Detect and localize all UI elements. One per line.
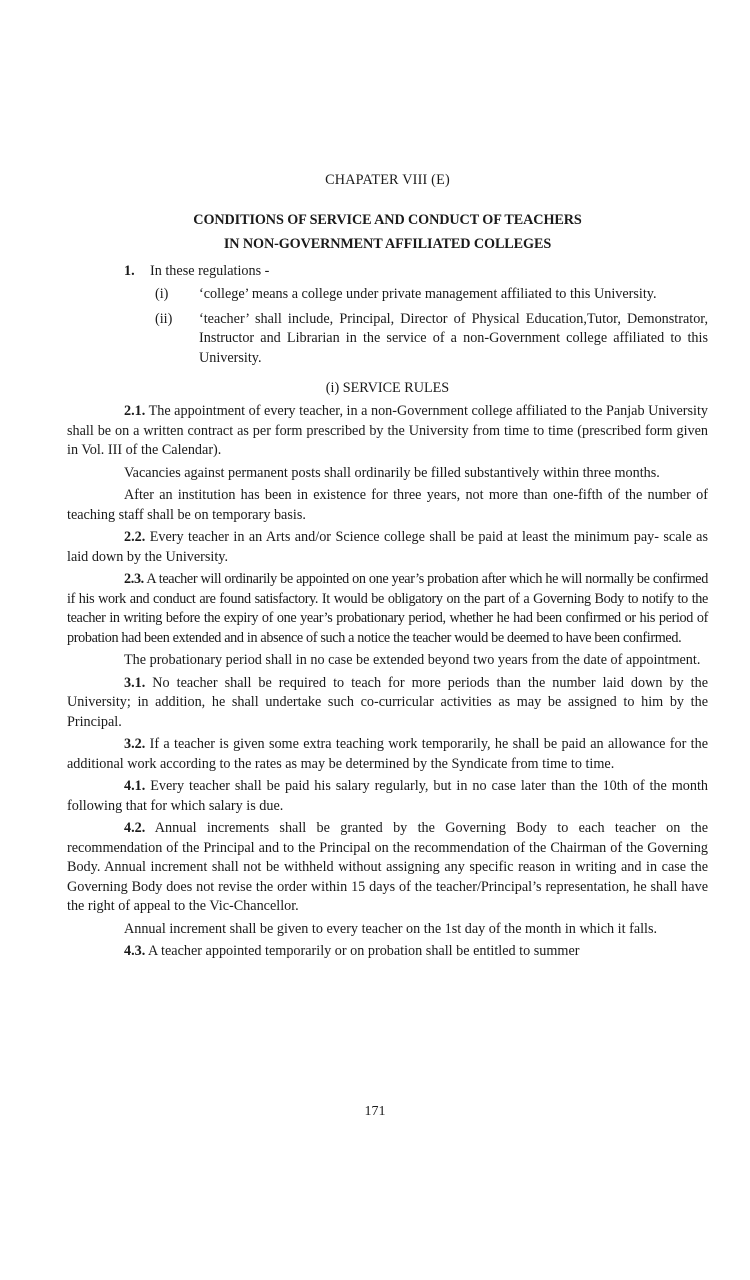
clause-text: Vacancies against permanent posts shall ordinarily be filled substantively within three months. — [124, 464, 660, 481]
clause-number: 2.2. — [124, 529, 146, 545]
paragraph — [67, 777, 708, 816]
document-page — [67, 172, 708, 965]
clause-number: 4.1. — [124, 778, 146, 794]
definition-marker: (ii) — [155, 310, 173, 327]
document-title — [67, 208, 708, 256]
clause-text: The appointment of every teacher, in a non-Government college affiliated to the Panjab University shall be on a written contract as per form prescribed by the University from time to time (prescribed form given in Vol. III of the Calendar). — [67, 403, 708, 458]
page-number: 171 — [364, 1104, 386, 1119]
paragraph — [67, 486, 708, 525]
title-line: IN NON-GOVERNMENT AFFILIATED COLLEGES — [223, 236, 552, 252]
paragraph — [67, 735, 708, 774]
clause-text: A teacher will ordinarily be appointed on one year’s probation after which he will normally be confirmed if his work and conduct are found satisfactory. It would be obligatory on the part of a Governing Body to notify to the teacher in writing before the expiry of one year’s probationary period, whether he had been confirmed or his period of probation had been extended and in absence of such a notice the teacher would be deemed to have been confirmed. — [67, 571, 708, 646]
paragraph — [67, 674, 708, 733]
clause-number: 4.2. — [124, 820, 146, 836]
paragraph — [67, 819, 708, 917]
paragraph — [67, 942, 708, 962]
paragraph — [67, 464, 708, 484]
regulation-number: 1. — [124, 263, 135, 279]
clause-text: If a teacher is given some extra teaching work temporarily, he shall be paid an allowance for the additional work according to the rates as may be determined by the Syndicate from time to time. — [67, 736, 708, 772]
paragraph — [67, 528, 708, 567]
clause-text: After an institution has been in existence for three years, not more than one-fifth of the number of teaching staff shall be on temporary basis. — [67, 487, 708, 523]
clause-text: No teacher shall be required to teach for more periods than the number laid down by the University; in addition, he shall undertake such co-curricular activities as may be assigned to him by the Principal. — [67, 674, 708, 730]
clause-text: Annual increments shall be granted by the Governing Body to each teacher on the recommendation of the Principal and to the Principal on the recommendation of the Chairman of the Governing Body. Annual increment shall not be withheld without assigning any specific reason in writing and in case the Governing Body does not revise the order within 15 days of the teacher/Principal’s representation, he shall have the right of appeal to the Vic-Chancellor. — [67, 820, 708, 914]
clause-text: Every teacher shall be paid his salary regularly, but in no case later than the 10th of the month following that for which salary is due. — [67, 778, 708, 814]
clause-number: 2.1. — [124, 403, 146, 419]
clause-number: 2.3. — [124, 571, 144, 587]
paragraph — [67, 570, 708, 648]
definition-marker: (i) — [155, 286, 169, 302]
section-heading: (i) SERVICE RULES — [325, 380, 450, 396]
paragraph — [67, 651, 708, 671]
chapter-heading: CHAPATER VIII (E) — [325, 172, 450, 188]
paragraph — [67, 920, 708, 940]
clause-number: 3.1. — [124, 674, 146, 691]
regulation-intro — [67, 261, 708, 281]
clause-text: The probationary period shall in no case be extended beyond two years from the date of appointment. — [124, 652, 701, 668]
paragraph — [67, 402, 708, 461]
clause-text: Annual increment shall be given to every teacher on the 1st day of the month in which it falls. — [124, 920, 658, 937]
definition-item — [67, 310, 708, 369]
definition-text: ‘teacher’ shall include, Principal, Director of Physical Education,Tutor, Demonstrator, Instructor and Librarian in the service of a non-Government college affiliated to this University. — [199, 310, 708, 366]
clause-number: 4.3. — [124, 943, 146, 959]
definition-item — [67, 285, 708, 305]
definition-text: ‘college’ means a college under private management affiliated to this University. — [199, 286, 657, 302]
clause-number: 3.2. — [124, 736, 146, 752]
regulation-intro-text: In these regulations - — [150, 263, 270, 279]
title-line: CONDITIONS OF SERVICE AND CONDUCT OF TEACHERS — [193, 212, 582, 228]
clause-text: A teacher appointed temporarily or on probation shall be entitled to summer — [145, 943, 580, 959]
clause-text: Every teacher in an Arts and/or Science college shall be paid at least the minimum pay- scale as laid down by the University. — [67, 529, 708, 565]
